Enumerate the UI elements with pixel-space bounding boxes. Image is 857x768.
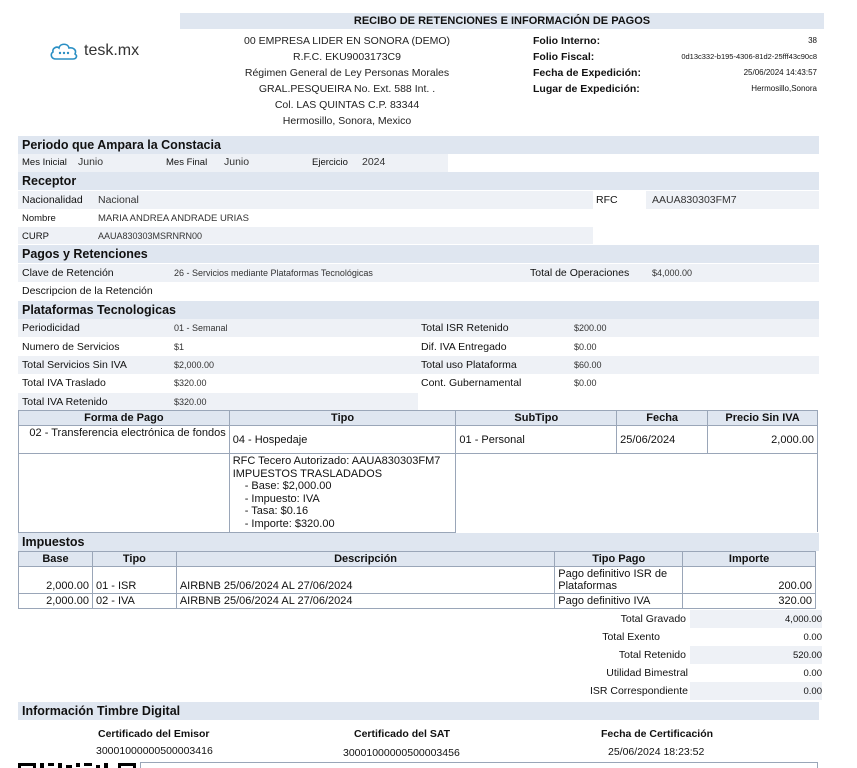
company-regimen: Régimen General de Ley Personas Morales	[244, 67, 450, 79]
mes-final-value: Junio	[224, 156, 250, 168]
forma-pago-cell: 02 - Transferencia electrónica de fondos	[19, 426, 230, 454]
total-retenido-value: 520.00	[792, 650, 822, 661]
table-row	[19, 567, 816, 594]
base-cell: 2,000.00	[19, 567, 93, 594]
curp-value: AAUA830303MSRNRN00	[98, 231, 203, 241]
col-fecha: Fecha	[617, 411, 708, 426]
impuestos-table	[18, 551, 816, 609]
numero-servicios-label: Numero de Servicios	[22, 341, 120, 353]
total-isr-retenido-value: $200.00	[574, 323, 607, 333]
pagos-row-bg	[18, 264, 819, 282]
detail-empty-cell	[19, 454, 230, 533]
cont-gubernamental-value: $0.00	[574, 378, 597, 388]
detail-empty-right	[456, 454, 818, 533]
col-importe: Importe	[683, 552, 816, 567]
total-iva-retenido-label: Total IVA Retenido	[22, 396, 108, 408]
descripcion-cell: AIRBNB 25/06/2024 AL 27/06/2024	[176, 594, 554, 609]
total-iva-retenido-value: $320.00	[174, 397, 207, 407]
col-base: Base	[19, 552, 93, 567]
isr-correspondiente-label: ISR Correspondiente	[589, 685, 688, 697]
col-imp-tipo: Tipo	[92, 552, 176, 567]
fecha-expedicion-label: Fecha de Expedición:	[533, 67, 641, 79]
lugar-expedicion-label: Lugar de Expedición:	[533, 83, 640, 95]
isr-correspondiente-value: 0.00	[803, 686, 822, 697]
total-operaciones-value: $4,000.00	[652, 268, 693, 278]
qr-code	[18, 761, 140, 768]
descripcion-retencion-label: Descripcion de la Retención	[22, 285, 153, 297]
detail-cell	[229, 454, 456, 533]
logo-text: tesk.mx	[84, 42, 140, 59]
cert-sat-value: 30001000000500003456	[343, 747, 460, 759]
plataformas-bg-3	[18, 356, 819, 374]
mes-inicial-label: Mes Inicial	[22, 157, 67, 168]
subtipo-cell: 01 - Personal	[456, 426, 617, 454]
numero-servicios-value: $1	[174, 342, 185, 352]
tipo-pago-cell: Pago definitivo IVA	[555, 594, 683, 609]
folio-fiscal-value: 0d13c332-b195-4306-81d2-25fff43c90c8	[681, 52, 817, 61]
cert-emisor-value: 30001000000500003416	[96, 745, 213, 757]
total-retenido-label: Total Retenido	[618, 649, 686, 661]
tipo-cell: 01 - ISR	[92, 567, 176, 594]
total-uso-plataforma-label: Total uso Plataforma	[421, 359, 517, 371]
total-isr-retenido-label: Total ISR Retenido	[421, 322, 509, 334]
periodicidad-value: 01 - Semanal	[174, 323, 228, 333]
importe-line: - Importe: $320.00	[244, 517, 335, 530]
curp-label: CURP	[22, 231, 49, 242]
company-rfc: R.F.C. EKU9003173C9	[293, 51, 401, 63]
periodicidad-label: Periodicidad	[22, 322, 80, 334]
pagos-heading: Pagos y Retenciones	[18, 245, 819, 263]
col-subtipo: SubTipo	[456, 411, 617, 426]
fecha-cert-label: Fecha de Certificación	[601, 728, 714, 740]
dif-iva-label: Dif. IVA Entregado	[421, 341, 507, 353]
total-servicios-value: $2,000.00	[174, 360, 215, 370]
fecha-cert-value: 25/06/2024 18:23:52	[608, 746, 705, 758]
document-title: RECIBO DE RETENCIONES E INFORMACIÓN DE PAGOS	[180, 13, 824, 29]
col-descripcion: Descripción	[176, 552, 554, 567]
total-gravado-label: Total Gravado	[620, 613, 686, 625]
col-tipo: Tipo	[229, 411, 456, 426]
base-cell: 2,000.00	[19, 594, 93, 609]
importe-cell: 320.00	[683, 594, 816, 609]
totales-block	[560, 610, 822, 700]
timbre-heading: Información Timbre Digital	[18, 702, 819, 720]
col-forma-pago: Forma de Pago	[19, 411, 230, 426]
total-iva-traslado-value: $320.00	[174, 378, 207, 388]
impuestos-trasladados-line: IMPUESTOS TRASLADADOS	[232, 467, 383, 480]
cloud-icon	[48, 40, 80, 62]
total-operaciones-label: Total de Operaciones	[530, 267, 630, 279]
receptor-heading: Receptor	[18, 172, 819, 190]
rfc-value: AAUA830303FM7	[652, 194, 737, 206]
total-uso-plataforma-value: $60.00	[574, 360, 602, 370]
total-exento-value: 0.00	[803, 632, 822, 643]
tasa-line: - Tasa: $0.16	[244, 505, 309, 518]
tipo-pago-cell: Pago definitivo ISR de Plataformas	[555, 567, 683, 594]
table-row	[19, 594, 816, 609]
isr-correspondiente-row	[560, 682, 822, 700]
total-exento-row	[560, 628, 822, 646]
periodo-heading: Periodo que Ampara la Constacia	[18, 136, 819, 154]
ejercicio-label: Ejercicio	[312, 157, 348, 168]
sello-box	[140, 762, 818, 768]
plataformas-heading: Plataformas Tecnologicas	[18, 301, 819, 319]
precio-cell: 2,000.00	[708, 426, 818, 454]
importe-cell: 200.00	[683, 567, 816, 594]
isr-correspondiente-bg	[690, 682, 822, 700]
mes-inicial-value: Junio	[78, 156, 104, 168]
impuestos-heading: Impuestos	[18, 533, 819, 551]
logo	[48, 38, 139, 64]
folio-interno-label: Folio Interno:	[533, 35, 601, 47]
company-colonia: Col. LAS QUINTAS C.P. 83344	[274, 99, 420, 111]
rfc-tercero-line: RFC Tecero Autorizado: AAUA830303FM7	[232, 455, 441, 467]
rfc-label: RFC	[596, 194, 618, 206]
utilidad-bimestral-label: Utilidad Bimestral	[606, 667, 688, 679]
company-city: Hermosillo, Sonora, Mexico	[282, 115, 412, 127]
total-servicios-label: Total Servicios Sin IVA	[22, 359, 127, 371]
company-name: 00 EMPRESA LIDER EN SONORA (DEMO)	[244, 35, 450, 47]
clave-retencion-value: 26 - Servicios mediante Plataformas Tecnológicas	[174, 268, 373, 278]
descripcion-cell: AIRBNB 25/06/2024 AL 27/06/2024	[176, 567, 554, 594]
utilidad-bimestral-row	[560, 664, 822, 682]
col-precio: Precio Sin IVA	[708, 411, 818, 426]
cert-emisor-label: Certificado del Emisor	[98, 728, 210, 740]
ejercicio-value: 2024	[362, 156, 386, 168]
fecha-cell: 25/06/2024	[617, 426, 708, 454]
servicios-header-row	[19, 411, 818, 426]
mes-final-label: Mes Final	[166, 157, 208, 168]
nacionalidad-value: Nacional	[98, 194, 139, 206]
total-exento-label: Total Exento	[602, 631, 660, 643]
tipo-cell: 04 - Hospedaje	[229, 426, 456, 454]
dif-iva-value: $0.00	[574, 342, 597, 352]
impuestos-header-row	[19, 552, 816, 567]
nombre-value: MARIA ANDREA ANDRADE URIAS	[98, 213, 249, 224]
nombre-label: Nombre	[22, 213, 56, 224]
impuesto-line: - Impuesto: IVA	[244, 492, 320, 505]
company-address: GRAL.PESQUEIRA No. Ext. 588 Int. .	[258, 83, 436, 95]
tipo-cell: 02 - IVA	[92, 594, 176, 609]
clave-retencion-label: Clave de Retención	[22, 267, 114, 279]
table-row	[19, 426, 818, 454]
total-gravado-row	[560, 610, 822, 628]
fecha-expedicion-value: 25/06/2024 14:43:57	[743, 68, 817, 77]
total-retenido-row	[560, 646, 822, 664]
servicios-table	[18, 410, 818, 533]
plataformas-bg-1	[18, 319, 819, 337]
utilidad-bimestral-value: 0.00	[803, 668, 822, 679]
total-gravado-value: 4,000.00	[785, 614, 822, 625]
col-tipo-pago: Tipo Pago	[555, 552, 683, 567]
base-line: - Base: $2,000.00	[244, 480, 332, 493]
nacionalidad-label: Nacionalidad	[22, 194, 83, 206]
folio-fiscal-label: Folio Fiscal:	[533, 51, 595, 63]
company-info	[218, 33, 476, 129]
lugar-expedicion-value: Hermosillo,Sonora	[751, 84, 817, 93]
detail-row	[19, 454, 818, 533]
cont-gubernamental-label: Cont. Gubernamental	[421, 377, 522, 389]
cert-sat-label: Certificado del SAT	[354, 728, 451, 740]
total-iva-traslado-label: Total IVA Traslado	[22, 377, 106, 389]
folio-interno-value: 38	[808, 36, 817, 45]
header-meta	[533, 33, 817, 97]
